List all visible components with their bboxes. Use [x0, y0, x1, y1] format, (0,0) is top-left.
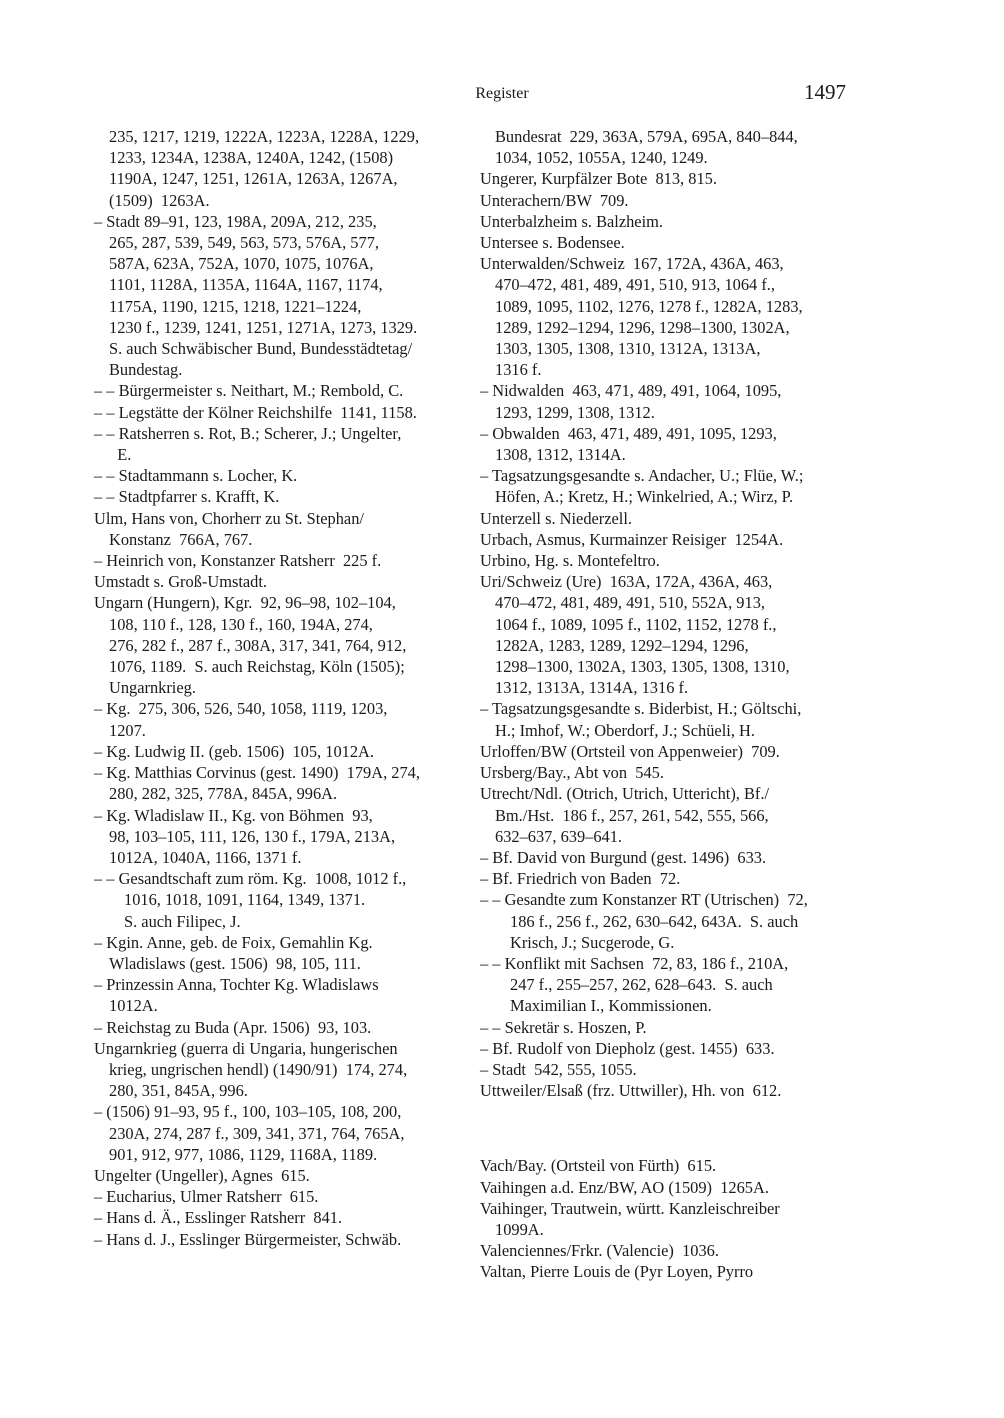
- index-entry: Valenciennes/Frkr. (Valencie) 1036.: [480, 1241, 719, 1261]
- letter-gap: [480, 1118, 852, 1139]
- index-entry: – Tagsatzungsgesandte s. Andacher, U.; Flüe, W.; Höfen, A.; Kretz, H.; Winkelried, A.; Wirz, P.: [480, 466, 804, 507]
- index-entry: Vaihingen a.d. Enz/BW, AO (1509) 1265A.: [480, 1177, 769, 1197]
- index-entry: Valtan, Pierre Louis de (Pyr Loyen, Pyrro: [480, 1262, 754, 1282]
- index-entry: Ungelter (Ungeller), Agnes 615.: [94, 1165, 310, 1185]
- index-entry: Unterbalzheim s. Balzheim.: [480, 211, 663, 231]
- index-entry: – Stadt 542, 555, 1055.: [480, 1059, 637, 1079]
- index-entry: Vaihinger, Trautwein, württ. Kanzleischreiber 1099A.: [480, 1198, 780, 1239]
- index-entry: – Kg. Matthias Corvinus (gest. 1490) 179A, 274, 280, 282, 325, 778A, 845A, 996A.: [94, 763, 420, 804]
- index-entry: – Eucharius, Ulmer Ratsherr 615.: [94, 1187, 319, 1207]
- index-column-right: [480, 126, 852, 1283]
- index-entry: – – Stadtpfarrer s. Krafft, K.: [94, 487, 280, 507]
- index-entry: – – Gesandte zum Konstanzer RT (Utrischen) 72, 186 f., 256 f., 262, 630–642, 643A. S. auch Krisch, J.; Sucgerode, G.: [480, 890, 808, 952]
- index-entry: Ungarnkrieg (guerra di Ungaria, hungerischen krieg, ungrischen hendl) (1490/91) 174, 274, 280, 351, 845A, 996.: [94, 1038, 408, 1101]
- index-entry: Umstadt s. Groß-Umstadt.: [94, 572, 267, 592]
- index-entry: – Bf. Rudolf von Diepholz (gest. 1455) 633.: [480, 1038, 775, 1058]
- index-entry: Uri/Schweiz (Ure) 163A, 172A, 436A, 463, 470–472, 481, 489, 491, 510, 552A, 913, 1064 f., 1089, 1095 f., 1102, 1152, 1278 f., 1282A, 1283, 1289, 1292–1294, 1296, 1298–1300, 1302A, 1303, 1305, 1308, 1310, 1312, 1313A, 1314A, 1316 f.: [480, 572, 790, 698]
- index-entry: – (1506) 91–93, 95 f., 100, 103–105, 108, 200, 230A, 274, 287 f., 309, 341, 371, 764, 765A, 901, 912, 977, 1086, 1129, 1168A, 1189.: [94, 1102, 405, 1164]
- index-entry: Unterzell s. Niederzell.: [480, 508, 632, 528]
- index-entry: Unterwalden/Schweiz 167, 172A, 436A, 463, 470–472, 481, 489, 491, 510, 913, 1064 f., 1089, 1095, 1102, 1276, 1278 f., 1282A, 1283, 1289, 1292–1294, 1296, 1298–1300, 1302A, 1303, 1305, 1308, 1310, 1312A, 1313A, 1316 f.: [480, 254, 803, 380]
- index-entry: – Heinrich von, Konstanzer Ratsherr 225 f.: [94, 551, 382, 571]
- index-entry: 235, 1217, 1219, 1222A, 1223A, 1228A, 1229, 1233, 1234A, 1238A, 1240A, 1242, (1508) 1190A, 1247, 1251, 1261A, 1263A, 1267A, (1509) 1263A.: [109, 127, 420, 210]
- index-entry: – Obwalden 463, 471, 489, 491, 1095, 1293, 1308, 1312, 1314A.: [480, 423, 777, 465]
- index-entry: Utrecht/Ndl. (Otrich, Utrich, Uttericht), Bf./ Bm./Hst. 186 f., 257, 261, 542, 555, 566, 632–637, 639–641.: [480, 784, 770, 846]
- index-entry: – – Sekretär s. Hoszen, P.: [480, 1017, 647, 1037]
- index-entry: – Bf. Friedrich von Baden 72.: [480, 869, 681, 889]
- index-entry: – Prinzessin Anna, Tochter Kg. Wladislaws 1012A.: [94, 975, 379, 1016]
- index-entry: – Hans d. Ä., Esslinger Ratsherr 841.: [94, 1208, 343, 1228]
- index-entry: – Kg. 275, 306, 526, 540, 1058, 1119, 1203, 1207.: [94, 699, 388, 740]
- index-entry: – Kgin. Anne, geb. de Foix, Gemahlin Kg. Wladislaws (gest. 1506) 98, 105, 111.: [94, 932, 373, 973]
- index-entry: – Stadt 89–91, 123, 198A, 209A, 212, 235, 265, 287, 539, 549, 563, 573, 576A, 577, 587A, 623A, 752A, 1070, 1075, 1076A, 1101, 1128A, 1135A, 1164A, 1167, 1174, 1175A, 1190, 1215, 1218, 1221–1224, 1230 f., 1239, 1241, 1251, 1271A, 1273, 1329. S. auch Schwäbischer Bund, Bundesstädtetag/ Bundestag.: [94, 211, 418, 380]
- index-entry: Ulm, Hans von, Chorherr zu St. Stephan/ Konstanz 766A, 767.: [94, 508, 364, 549]
- index-entry: Urloffen/BW (Ortsteil von Appenweier) 709.: [480, 741, 780, 761]
- index-entry: Ursberg/Bay., Abt von 545.: [480, 763, 664, 783]
- index-entry: – – Legstätte der Kölner Reichshilfe 1141, 1158.: [94, 402, 417, 422]
- index-entry: – – Konflikt mit Sachsen 72, 83, 186 f., 210A, 247 f., 255–257, 262, 628–643. S. auch Maximilian I., Kommissionen.: [480, 953, 789, 1016]
- index-entry: Urbach, Asmus, Kurmainzer Reisiger 1254A.: [480, 529, 784, 549]
- index-entry: – Nidwalden 463, 471, 489, 491, 1064, 1095, 1293, 1299, 1308, 1312.: [480, 381, 782, 422]
- index-entry: Urbino, Hg. s. Montefeltro.: [480, 551, 660, 571]
- index-entry: – – Bürgermeister s. Neithart, M.; Rembold, C.: [94, 381, 404, 401]
- index-entry: – – Stadtammann s. Locher, K.: [94, 466, 298, 486]
- index-entry: Uttweiler/Elsaß (frz. Uttwiller), Hh. von 612.: [480, 1081, 782, 1101]
- index-entry: Ungerer, Kurpfälzer Bote 813, 815.: [480, 169, 717, 189]
- index-entry: – Bf. David von Burgund (gest. 1496) 633.: [480, 847, 767, 867]
- running-header: Register: [475, 85, 529, 102]
- index-entry: Unterachern/BW 709.: [480, 190, 629, 210]
- index-entry: – – Gesandtschaft zum röm. Kg. 1008, 1012 f., 1016, 1018, 1091, 1164, 1349, 1371. S. auch Filipec, J.: [94, 869, 407, 931]
- index-entry: Untersee s. Bodensee.: [480, 233, 625, 253]
- index-entry: Ungarn (Hungern), Kgr. 92, 96–98, 102–104, 108, 110 f., 128, 130 f., 160, 194A, 274, 276, 282 f., 287 f., 308A, 317, 341, 764, 912, 1076, 1189. S. auch Reichstag, Köln (1505); Ungarnkrieg.: [94, 593, 407, 698]
- index-entry: – Reichstag zu Buda (Apr. 1506) 93, 103.: [94, 1017, 372, 1037]
- index-entry: – Kg. Wladislaw II., Kg. von Böhmen 93, 98, 103–105, 111, 126, 130 f., 179A, 213A, 1012A, 1040A, 1166, 1371 f.: [94, 805, 396, 867]
- index-entry: – Kg. Ludwig II. (geb. 1506) 105, 1012A.: [94, 741, 374, 761]
- index-entry: – Hans d. J., Esslinger Bürgermeister, Schwäb.: [94, 1229, 402, 1249]
- page-number: 1497: [804, 80, 846, 104]
- index-column-left: [94, 126, 470, 1250]
- index-entry: – – Ratsherren s. Rot, B.; Scherer, J.; Ungelter, E.: [94, 423, 402, 465]
- index-entry: Bundesrat 229, 363A, 579A, 695A, 840–844, 1034, 1052, 1055A, 1240, 1249.: [495, 127, 798, 168]
- index-entry: Vach/Bay. (Ortsteil von Fürth) 615.: [480, 1156, 717, 1176]
- index-entry: – Tagsatzungsgesandte s. Biderbist, H.; Göltschi, H.; Imhof, W.; Oberdorf, J.; Schüeli, H.: [480, 699, 802, 740]
